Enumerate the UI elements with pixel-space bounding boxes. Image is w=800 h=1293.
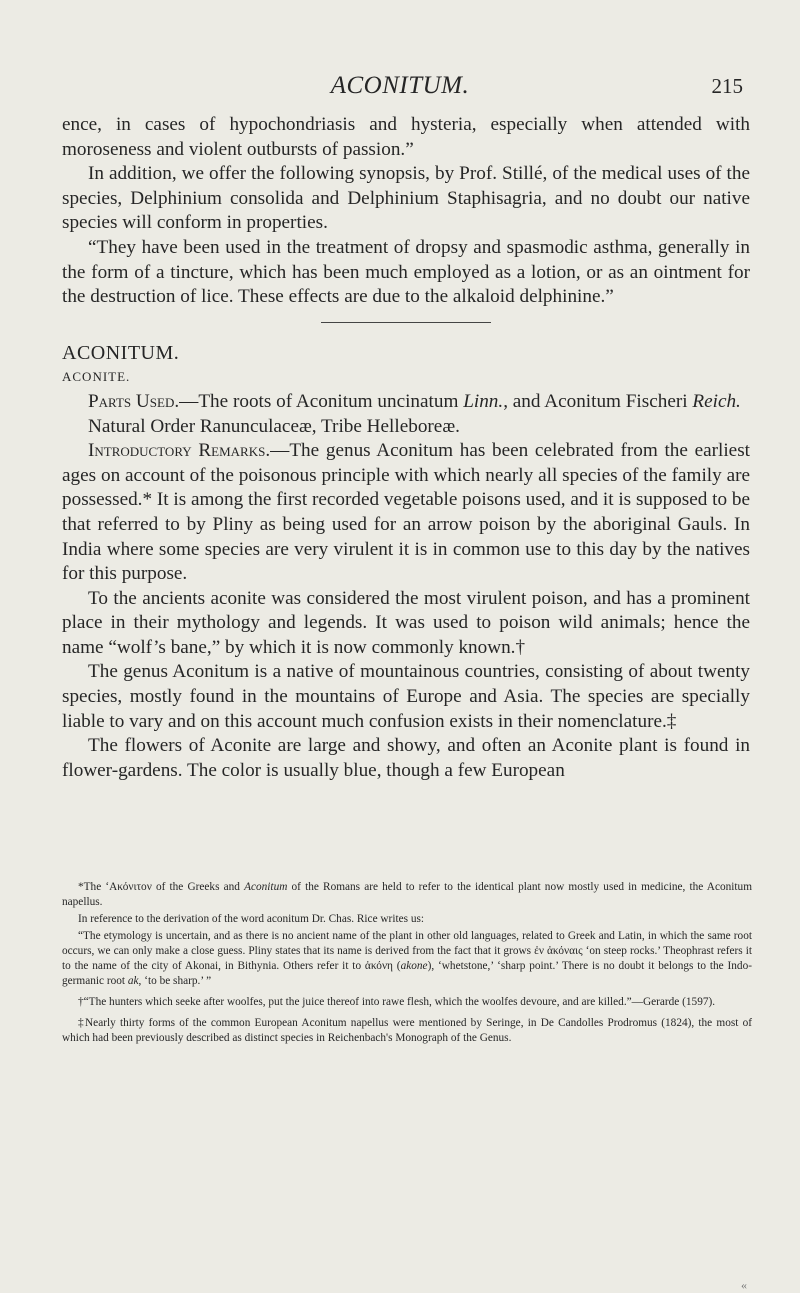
footnote-etymology-akone: akone [400, 960, 428, 972]
section-divider [321, 322, 491, 323]
parts-used-text-1: —The roots of Aconitum uncinatum [179, 390, 464, 412]
footnote-dagger: †“The hunters which seeke after woolfes, put the juice thereof into rawe flesh, which the woolfes devoure, and are killed.”—Gerarde (1597). [78, 996, 716, 1008]
flowers-paragraph: The flowers of Aconite are large and showy, and often an Aconite plant is found in flower-gardens. The color is usually blue, though a few European [62, 735, 750, 781]
main-text [62, 113, 750, 783]
ancients-paragraph: To the ancients aconite was considered the most virulent poison, and has a prominent place in their mythology and legends. It was used to poison wild animals; hence the name “wolf’s bane,” by which it is now commonly known.† [62, 587, 750, 658]
footnote-etymology-ak: ak [127, 975, 139, 987]
running-head [0, 72, 800, 102]
footnote-asterisk-italic: Aconitum [244, 881, 288, 893]
footnote-etymology-text-f: , ‘to be sharp.’ ” [138, 975, 212, 987]
section-subheading: ACONITE. [62, 369, 131, 385]
page-title: ACONITUM. [330, 72, 470, 99]
parts-used-label: Parts Used. [88, 390, 180, 412]
parts-used-linn: Linn. [463, 390, 504, 412]
footnotes [62, 880, 752, 1052]
parts-used-paragraph [62, 390, 750, 415]
footnote-etymology-text-e: ), ‘whetstone,’ ‘sharp point.’ There is no doubt it belongs to the Indo-germanic root [62, 960, 752, 987]
footnote-asterisk [62, 880, 752, 910]
intro-paragraph-2: In addition, we offer the following synopsis, by Prof. Stillé, of the medical uses of the species, Delphinium consolida and Delphinium Staphisagria, and no doubt our native species will conform in properties. [62, 163, 750, 234]
introductory-remarks-label: Introductory Remarks. [88, 440, 271, 462]
parts-used-text-2: , and Aconitum Fischeri [503, 390, 693, 412]
genus-paragraph: The genus Aconitum is a native of mountainous countries, consisting of about twenty species, mostly found in the mountains of Europe and Asia. The species are specially liable to vary and on this account much confusion exists in their nomenclature.‡ [62, 661, 750, 732]
intro-paragraph-3: “They have been used in the treatment of dropsy and spasmodic asthma, generally in the form of a tincture, which has been much employed as a lotion, or as an ointment for the destruction of lice. These effects are due to the alkaloid delphinine.” [62, 236, 750, 308]
intro-paragraph-1: ence, in cases of hypochondriasis and hysteria, especially when attended with moroseness and violent outbursts of passion.” [62, 114, 750, 160]
footnote-asterisk-rice: In reference to the derivation of the word aconitum Dr. Chas. Rice writes us: [78, 913, 425, 925]
section-heading: ACONITUM. [62, 341, 180, 364]
page-mark: « [741, 1278, 747, 1292]
footnote-double-dagger: ‡Nearly thirty forms of the common European Aconitum napellus were mentioned by Seringe, in De Candolles Prodromus (1824), the most of which had been previously described as distinct species in Reichenbach's Monograph of the Genus. [62, 1017, 752, 1044]
footnote-asterisk-text-a: *The ‘Ακόνιτον of the Greeks and [78, 881, 245, 893]
page-number: 215 [711, 74, 743, 98]
footnote-asterisk-etymology [62, 929, 752, 989]
introductory-remarks-paragraph [62, 439, 750, 587]
introductory-remarks-text: —The genus Aconitum has been celebrated from the earliest ages on account of the poisonous principle with which nearly all species of the family are possessed.* It is among the first recorded vegetable poisons used, and it is supposed to be that referred to by Pliny as being used for an arrow poison by the aboriginal Gauls. In India where some species are very virulent it is in common use to this day by the natives for this purpose. [62, 440, 750, 585]
footnote-asterisk-text-b: of the Romans are held to refer to the identical plant now mostly used in medicine, the Aconitum napellus. [62, 881, 752, 908]
parts-used-reich: Reich. [692, 390, 741, 412]
natural-order-paragraph: Natural Order Ranunculaceæ, Tribe Helleboreæ. [88, 415, 460, 437]
footnote-etymology-text-d: “The etymology is uncertain, and as there is no ancient name of the plant in other old languages, related to Greek and Latin, in which the same root occurs, we can only make a close guess. Pliny states that its name is derived from the fact that it grows ἐν ἀκόναις ‘on steep rocks.’ Theophrast refers it to the name of the city of Akonai, in Bithynia. Others refer it to ἀκόνη ( [62, 930, 752, 972]
